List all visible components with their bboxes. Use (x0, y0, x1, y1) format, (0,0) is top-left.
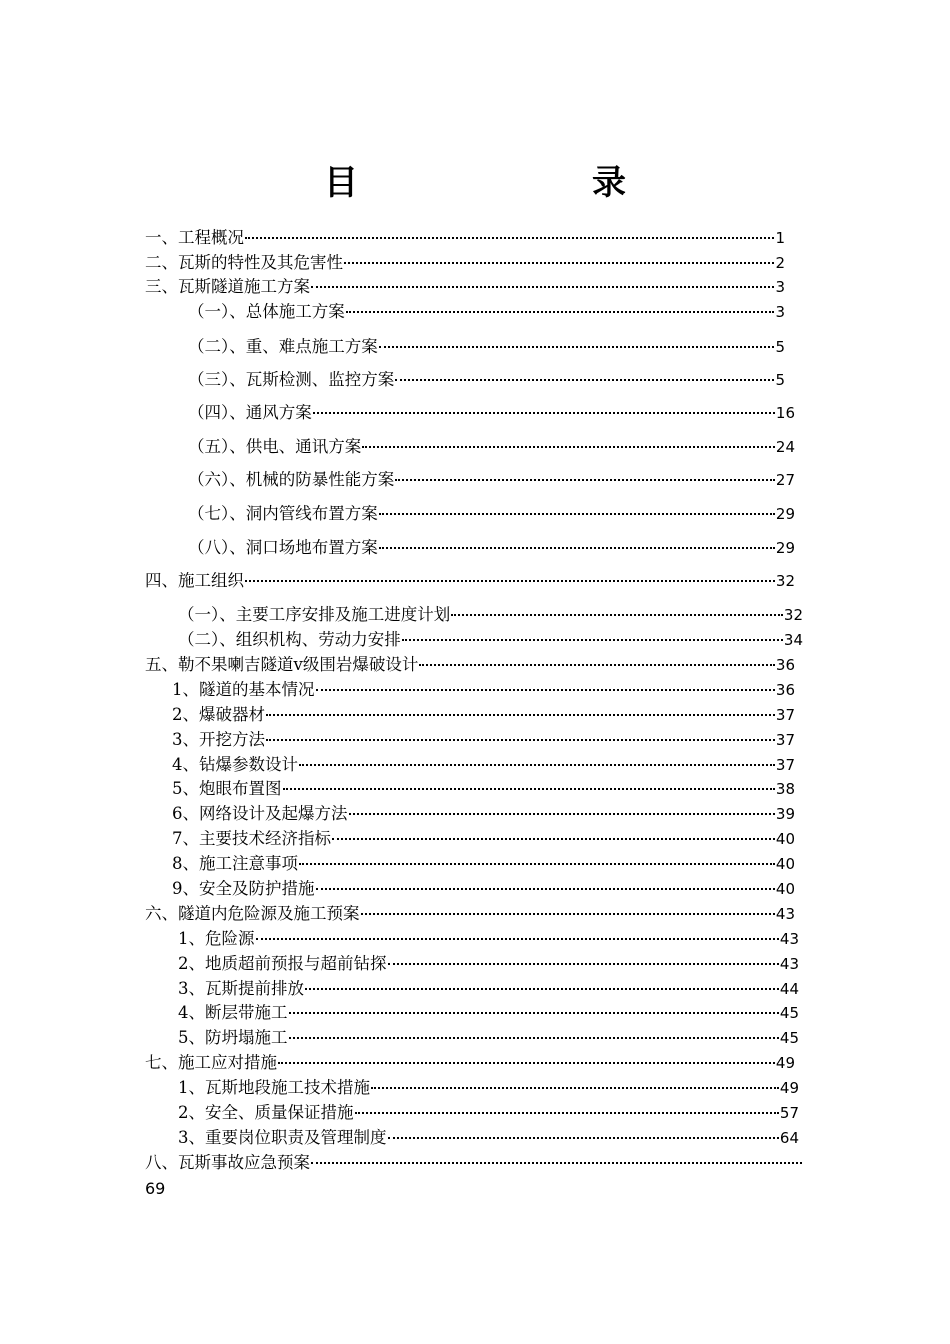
toc-entry[interactable] (178, 978, 799, 1000)
toc-dot-leader (355, 1112, 779, 1114)
toc-entry-title: 五、勒不果喇吉隧道ⅴ级围岩爆破设计 (145, 655, 419, 674)
toc-entry-page: 37 (775, 706, 795, 724)
toc-entry-page: 49 (779, 1079, 799, 1097)
toc-entry[interactable] (188, 402, 795, 424)
toc-entry-page: 40 (775, 855, 795, 873)
toc-entry[interactable] (178, 1127, 799, 1149)
toc-entry-page: 5 (775, 338, 785, 356)
toc-entry[interactable] (172, 878, 795, 900)
toc-entry[interactable] (188, 369, 785, 391)
toc-entry[interactable] (172, 754, 795, 776)
toc-dot-leader (402, 639, 783, 641)
toc-entry-title: （一）、总体施工方案 (188, 302, 345, 321)
toc-entry[interactable] (145, 1152, 803, 1174)
toc-entry-title: （二）、组织机构、劳动力安排 (178, 630, 401, 649)
toc-entry[interactable] (178, 953, 799, 975)
toc-dot-leader (245, 580, 775, 582)
toc-dot-leader (379, 346, 775, 348)
toc-dot-leader (361, 913, 775, 915)
toc-dot-leader (388, 1137, 779, 1139)
toc-entry-page: 27 (775, 471, 795, 489)
toc-entry[interactable] (145, 227, 785, 249)
toc-entry-title: （二）、重、难点施工方案 (188, 337, 378, 356)
toc-dot-leader (316, 888, 775, 890)
toc-entry-page: 29 (775, 539, 795, 557)
toc-dot-leader (283, 788, 775, 790)
toc-entry-title: 5、炮眼布置图 (172, 779, 282, 798)
toc-entry-page: 40 (775, 830, 795, 848)
toc-dot-leader (346, 311, 775, 313)
toc-entry-page: 38 (775, 780, 795, 798)
toc-dot-leader (349, 813, 775, 815)
toc-entry-title: 8、施工注意事项 (172, 854, 298, 873)
toc-dot-leader (332, 838, 775, 840)
toc-entry[interactable] (178, 1077, 799, 1099)
toc-entry[interactable] (188, 436, 795, 458)
toc-entry[interactable] (178, 1027, 799, 1049)
toc-entry[interactable] (145, 252, 785, 274)
toc-entry-title: 7、主要技术经济指标 (172, 829, 331, 848)
toc-entry-title: 四、施工组织 (145, 571, 244, 590)
toc-dot-leader (379, 547, 775, 549)
toc-dot-leader (278, 1062, 775, 1064)
toc-entry-title: 1、隧道的基本情况 (172, 680, 315, 699)
toc-entry-title: 3、重要岗位职责及管理制度 (178, 1128, 387, 1147)
toc-entry-title: （八）、洞口场地布置方案 (188, 538, 378, 557)
toc-entry[interactable] (188, 537, 795, 559)
toc-entry-page: 40 (775, 880, 795, 898)
toc-entry-title: 三、瓦斯隧道施工方案 (145, 277, 310, 296)
toc-entry[interactable] (172, 729, 795, 751)
toc-entry[interactable] (178, 629, 803, 651)
toc-entry-page: 37 (775, 756, 795, 774)
toc-entry-page: 43 (779, 955, 799, 973)
toc-entry-title: （一）、主要工序安排及施工进度计划 (178, 605, 451, 624)
toc-entry-page: 36 (775, 681, 795, 699)
toc-entry-page: 43 (779, 930, 799, 948)
toc-entry[interactable] (172, 853, 795, 875)
toc-entry-page: 32 (783, 606, 803, 624)
toc-dot-leader (311, 286, 774, 288)
toc-entry[interactable] (178, 928, 799, 950)
toc-entry-page: 45 (779, 1029, 799, 1047)
toc-dot-leader (299, 863, 775, 865)
toc-dot-leader (266, 714, 775, 716)
toc-entry[interactable] (188, 301, 785, 323)
toc-entry-title: 4、钻爆参数设计 (172, 755, 298, 774)
toc-entry-title: 5、防坍塌施工 (178, 1028, 288, 1047)
toc-dot-leader (379, 513, 775, 515)
toc-entry-page: 32 (775, 572, 795, 590)
toc-entry-page: 49 (775, 1054, 795, 1072)
toc-entry[interactable] (188, 503, 795, 525)
toc-entry-page: 29 (775, 505, 795, 523)
toc-dot-leader (266, 739, 775, 741)
toc-dot-leader (299, 764, 775, 766)
toc-entry-title: （六）、机械的防暴性能方案 (188, 470, 395, 489)
toc-dot-leader (289, 1037, 779, 1039)
toc-entry-page: 1 (775, 229, 785, 247)
toc-entry-page: 34 (783, 631, 803, 649)
toc-entry[interactable] (145, 654, 795, 676)
toc-entry-title: 2、安全、质量保证措施 (178, 1103, 354, 1122)
toc-dot-leader (419, 664, 775, 666)
toc-entry-page: 43 (775, 905, 795, 923)
toc-entry-page: 57 (779, 1104, 799, 1122)
toc-entry-page: 39 (775, 805, 795, 823)
toc-entry-title: 4、断层带施工 (178, 1003, 288, 1022)
toc-entry-title: 2、爆破器材 (172, 705, 265, 724)
toc-entry-title: 2、地质超前预报与超前钻探 (178, 954, 387, 973)
toc-entry[interactable] (188, 469, 795, 491)
toc-entry[interactable] (178, 604, 803, 626)
toc-entry-page: 3 (775, 278, 785, 296)
toc-page-number-wrapped: 69 (145, 1179, 166, 1198)
toc-dot-leader (316, 689, 775, 691)
toc-entry-title: 1、危险源 (178, 929, 255, 948)
toc-entry[interactable] (145, 903, 795, 925)
toc-dot-leader (362, 446, 775, 448)
toc-dot-leader (289, 1012, 779, 1014)
toc-dot-leader (305, 988, 779, 990)
toc-entry-title: 八、瓦斯事故应急预案 (145, 1153, 310, 1172)
toc-entry-title: 3、瓦斯提前排放 (178, 979, 304, 998)
toc-entry-title: （四）、通风方案 (188, 403, 312, 422)
toc-entry-title: 6、网络设计及起爆方法 (172, 804, 348, 823)
toc-entry-title: 一、工程概况 (145, 228, 244, 247)
toc-entry[interactable] (172, 679, 795, 701)
toc-entry-page: 5 (775, 371, 785, 389)
toc-dot-leader (313, 412, 775, 414)
toc-entry[interactable] (188, 336, 785, 358)
toc-dot-leader (256, 938, 779, 940)
toc-entry-page: 44 (779, 980, 799, 998)
toc-entry-title: 1、瓦斯地段施工技术措施 (178, 1078, 370, 1097)
toc-entry-page: 64 (779, 1129, 799, 1147)
toc-dot-leader (451, 614, 783, 616)
toc-dot-leader (311, 1162, 802, 1164)
toc-dot-leader (344, 262, 774, 264)
toc-entry-page: 36 (775, 656, 795, 674)
toc-entry[interactable] (178, 1002, 799, 1024)
toc-entry-title: （七）、洞内管线布置方案 (188, 504, 378, 523)
toc-entry-page: 3 (775, 303, 785, 321)
toc-entry[interactable] (172, 778, 795, 800)
toc-entry-title: （三）、瓦斯检测、监控方案 (188, 370, 395, 389)
toc-entry-title: 9、安全及防护措施 (172, 879, 315, 898)
toc-entry[interactable] (172, 828, 795, 850)
toc-entry[interactable] (172, 803, 795, 825)
toc-entry[interactable] (178, 1102, 799, 1124)
toc-dot-leader (371, 1087, 779, 1089)
toc-entry-page: 24 (775, 438, 795, 456)
toc-entry-title: 3、开挖方法 (172, 730, 265, 749)
toc-dot-leader (245, 237, 774, 239)
toc-entry-title: 七、施工应对措施 (145, 1053, 277, 1072)
page-title: 目 录 (324, 163, 726, 203)
toc-entry-page: 45 (779, 1004, 799, 1022)
toc-entry-page: 2 (775, 254, 785, 272)
toc-entry[interactable] (172, 704, 795, 726)
toc-dot-leader (395, 479, 775, 481)
toc-entry-page: 37 (775, 731, 795, 749)
toc-dot-leader (388, 963, 779, 965)
toc-dot-leader (395, 379, 774, 381)
toc-entry-title: 六、隧道内危险源及施工预案 (145, 904, 360, 923)
toc-entry[interactable] (145, 1052, 795, 1074)
toc-entry[interactable] (145, 276, 785, 298)
toc-entry-page: 16 (775, 404, 795, 422)
toc-entry[interactable] (145, 570, 795, 592)
toc-entry-title: （五）、供电、通讯方案 (188, 437, 362, 456)
toc-entry-title: 二、瓦斯的特性及其危害性 (145, 253, 343, 272)
